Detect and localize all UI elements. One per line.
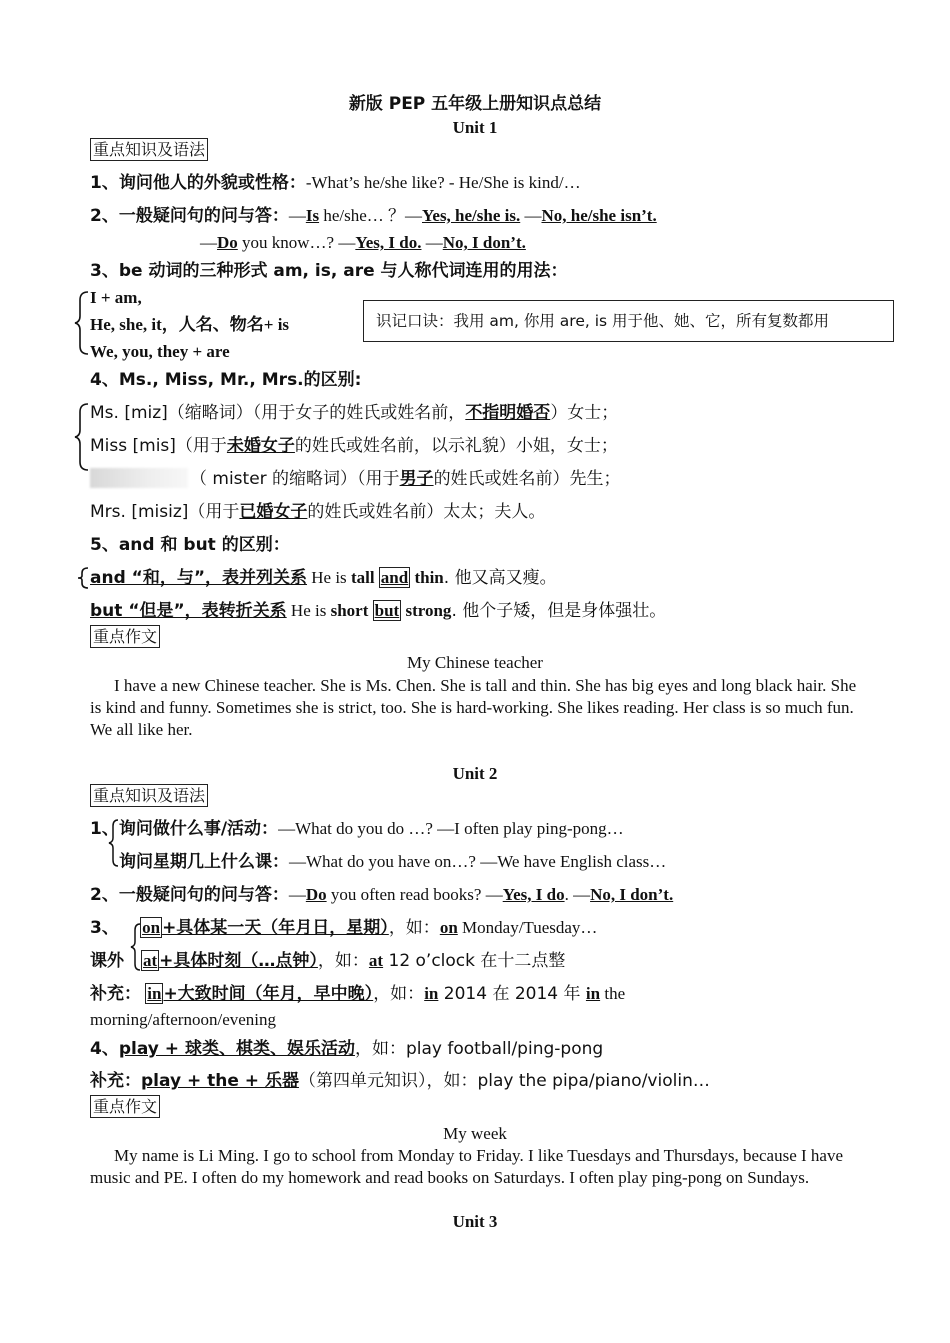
text: the [600,984,626,1003]
u2-point-3-at [90,951,565,971]
point-number: 3、 [90,918,119,938]
text: 的姓氏或姓名前，以示礼貌）小姐，女士； [294,436,618,456]
example-in: in [424,984,439,1003]
mnemonic-box [363,300,894,342]
dash: — [421,233,443,252]
point-number: 4、 [90,1039,119,1059]
text: ，如： [388,918,440,938]
text: 的姓氏或姓名前）太太；夫人。 [307,502,546,522]
unit-1-grammar-label [90,140,208,160]
u2-point-2 [90,885,673,905]
emphasis: 不指明婚否 [465,403,551,423]
keyword-do: Do [305,885,327,904]
text: he/she… ？— [319,206,422,225]
ms-line [90,403,618,423]
u1-point-2 [90,206,657,226]
text: 12 o’clock 在十二点整 [383,951,566,971]
text: Mrs. [misiz]（用于 [90,502,240,522]
miss-line [90,436,618,456]
be-are-line: We, you, they + are [90,342,230,361]
point-lead: 询问星期几上什么课： [119,852,289,872]
text: He is [307,568,351,587]
left-brace-icon [74,290,90,356]
section-label: 重点作文 [90,1095,160,1118]
keyword-do: Do [217,233,238,252]
answer-yes: Yes, I do [502,885,565,904]
text: （ mister 的缩略词）（用于 [190,469,400,489]
mnemonic-text: 识记口诀：我用 am, 你用 are, is 用于他、她、它，所有复数都用 [363,300,894,342]
text: Monday/Tuesday… [457,918,598,937]
u2-point-3-in [90,984,625,1004]
text: Ms. [miz]（缩略词）（用于女子的姓氏或姓名前， [90,403,466,423]
prep-on-boxed: on [142,918,161,937]
point-text: —What do you do …? —I often play ping-pong… [278,819,624,838]
text: ）女士； [550,403,619,423]
unit-2-heading: Unit 2 [452,764,498,783]
word-strong: strong [405,601,452,620]
unit-2-writing-label [90,1097,160,1117]
unit-2-grammar-label [90,786,208,806]
answer-yes: Yes, I do. [355,233,422,252]
dash: — [288,206,306,225]
answer-no: No, I don’t. [442,233,526,252]
document-title: 新版 PEP 五年级上册知识点总结 [348,94,602,114]
text: He is [286,601,331,620]
emphasis: 已婚女子 [239,502,308,522]
point-lead: 询问做什么事/活动： [118,819,279,839]
section-label: 重点知识及语法 [90,784,208,807]
u1-essay-body: I have a new Chinese teacher. She is Ms. Chen. She is tall and thin. She has big eyes and long black hair. She is kind and funny. Sometimes she is strict, too. She is hard-working. She likes reading. Her class is so much fun. We all like her. [90,676,857,739]
u1-point-1 [90,173,581,193]
u1-point-3: 3、be 动词的三种形式 am, is, are 与人称代词连用的用法： [90,261,568,281]
section-label: 重点知识及语法 [90,138,208,161]
text: ，如： [317,951,369,971]
u2-point-4 [90,1039,603,1059]
dash: — [520,206,542,225]
redacted-area [90,468,188,488]
play-rule: play + 球类、棋类、娱乐活动 [118,1039,355,1059]
at-rule: +具体时刻（…点钟） [159,951,318,971]
text: . 他个子矮，但是身体强壮。 [451,601,667,621]
keyword-is: Is [305,206,320,225]
but-line [90,601,666,621]
word-and-boxed: and [380,568,409,587]
dash: — [288,885,306,904]
in-rule: +大致时间（年月，早中晚） [163,984,374,1004]
and-rule: and “和，与”，表并列关系 [90,568,308,588]
text: 2014 在 2014 年 [438,984,586,1004]
answer-no: No, he/she isn’t. [541,206,657,225]
prep-in-boxed: in [147,984,162,1003]
u2-point-4b [90,1071,710,1091]
be-is-line: He, she, it，人名、物名+ is [90,315,290,334]
point-number: 1、 [90,819,119,839]
point-lead: 2、一般疑问句的问与答： [90,206,289,226]
on-rule: +具体某一天（年月日，星期） [162,918,389,938]
line-lead: 补充： [90,1071,141,1091]
emphasis: 男子 [399,469,434,489]
point-text: -What’s he/she like? - He/She is kind/… [305,173,581,192]
point-text: —What do you have on…? —We have English class… [289,852,667,871]
emphasis: 未婚女子 [226,436,295,456]
line-lead: 课外 [90,951,124,971]
u2-point-1a [90,819,624,839]
u2-essay-title: My week [443,1124,507,1143]
example-at: at [368,951,384,970]
answer-yes: Yes, he/she is. [422,206,521,225]
u2-point-1b [119,852,666,872]
u2-point-3-on [90,918,597,938]
point-lead: 2、一般疑问句的问与答： [90,885,289,905]
text: ，如：play football/ping-pong [354,1039,604,1059]
unit-1-writing-label [90,627,160,647]
point-lead: 1、询问他人的外貌或性格： [90,173,306,193]
unit-3-heading: Unit 3 [452,1212,498,1231]
text: 的姓氏或姓名前）先生； [433,469,621,489]
text: you know…? — [237,233,356,252]
word-tall: tall [350,568,375,587]
dash: — [200,233,217,252]
word-but-boxed: but [374,601,400,620]
u2-point-3-in-cont: morning/afternoon/evening [90,1010,277,1029]
unit-1-heading: Unit 1 [452,118,498,137]
example-on: on [439,918,458,937]
example-in: in [585,984,601,1003]
text: ，如： [373,984,425,1004]
mrs-line [90,502,545,522]
word-thin: thin [414,568,444,587]
text: . 他又高又瘦。 [443,568,557,588]
u1-essay-title: My Chinese teacher [407,653,543,672]
answer-no: No, I don’t. [590,885,674,904]
be-am-line: I + am, [90,288,142,307]
mr-line [190,469,621,489]
u1-point-2b [200,233,526,253]
section-label: 重点作文 [90,625,160,648]
u1-point-5: 5、and 和 but 的区别： [90,535,290,555]
u2-essay-body: My name is Li Ming. I go to school from Monday to Friday. I like Tuesdays and Thursdays, because I have music and PE. I often do my homework and read books on Saturdays. I often play ping-pong on Sundays. [90,1146,844,1187]
text: Miss [mis]（用于 [90,436,227,456]
and-line [90,568,557,588]
dash: . — [564,885,591,904]
line-lead: 补充： [90,984,141,1004]
left-brace-icon [76,566,90,590]
text: （第四单元知识），如：play the pipa/piano/violin… [298,1071,710,1091]
play-the-rule: play + the + 乐器 [141,1071,299,1091]
u1-point-4: 4、Ms., Miss, Mr., Mrs.的区别: [90,370,362,390]
text: you often read books? — [326,885,503,904]
left-brace-icon [74,402,90,472]
but-rule: but “但是”，表转折关系 [90,601,287,621]
word-short: short [330,601,369,620]
prep-at-boxed: at [143,951,158,970]
